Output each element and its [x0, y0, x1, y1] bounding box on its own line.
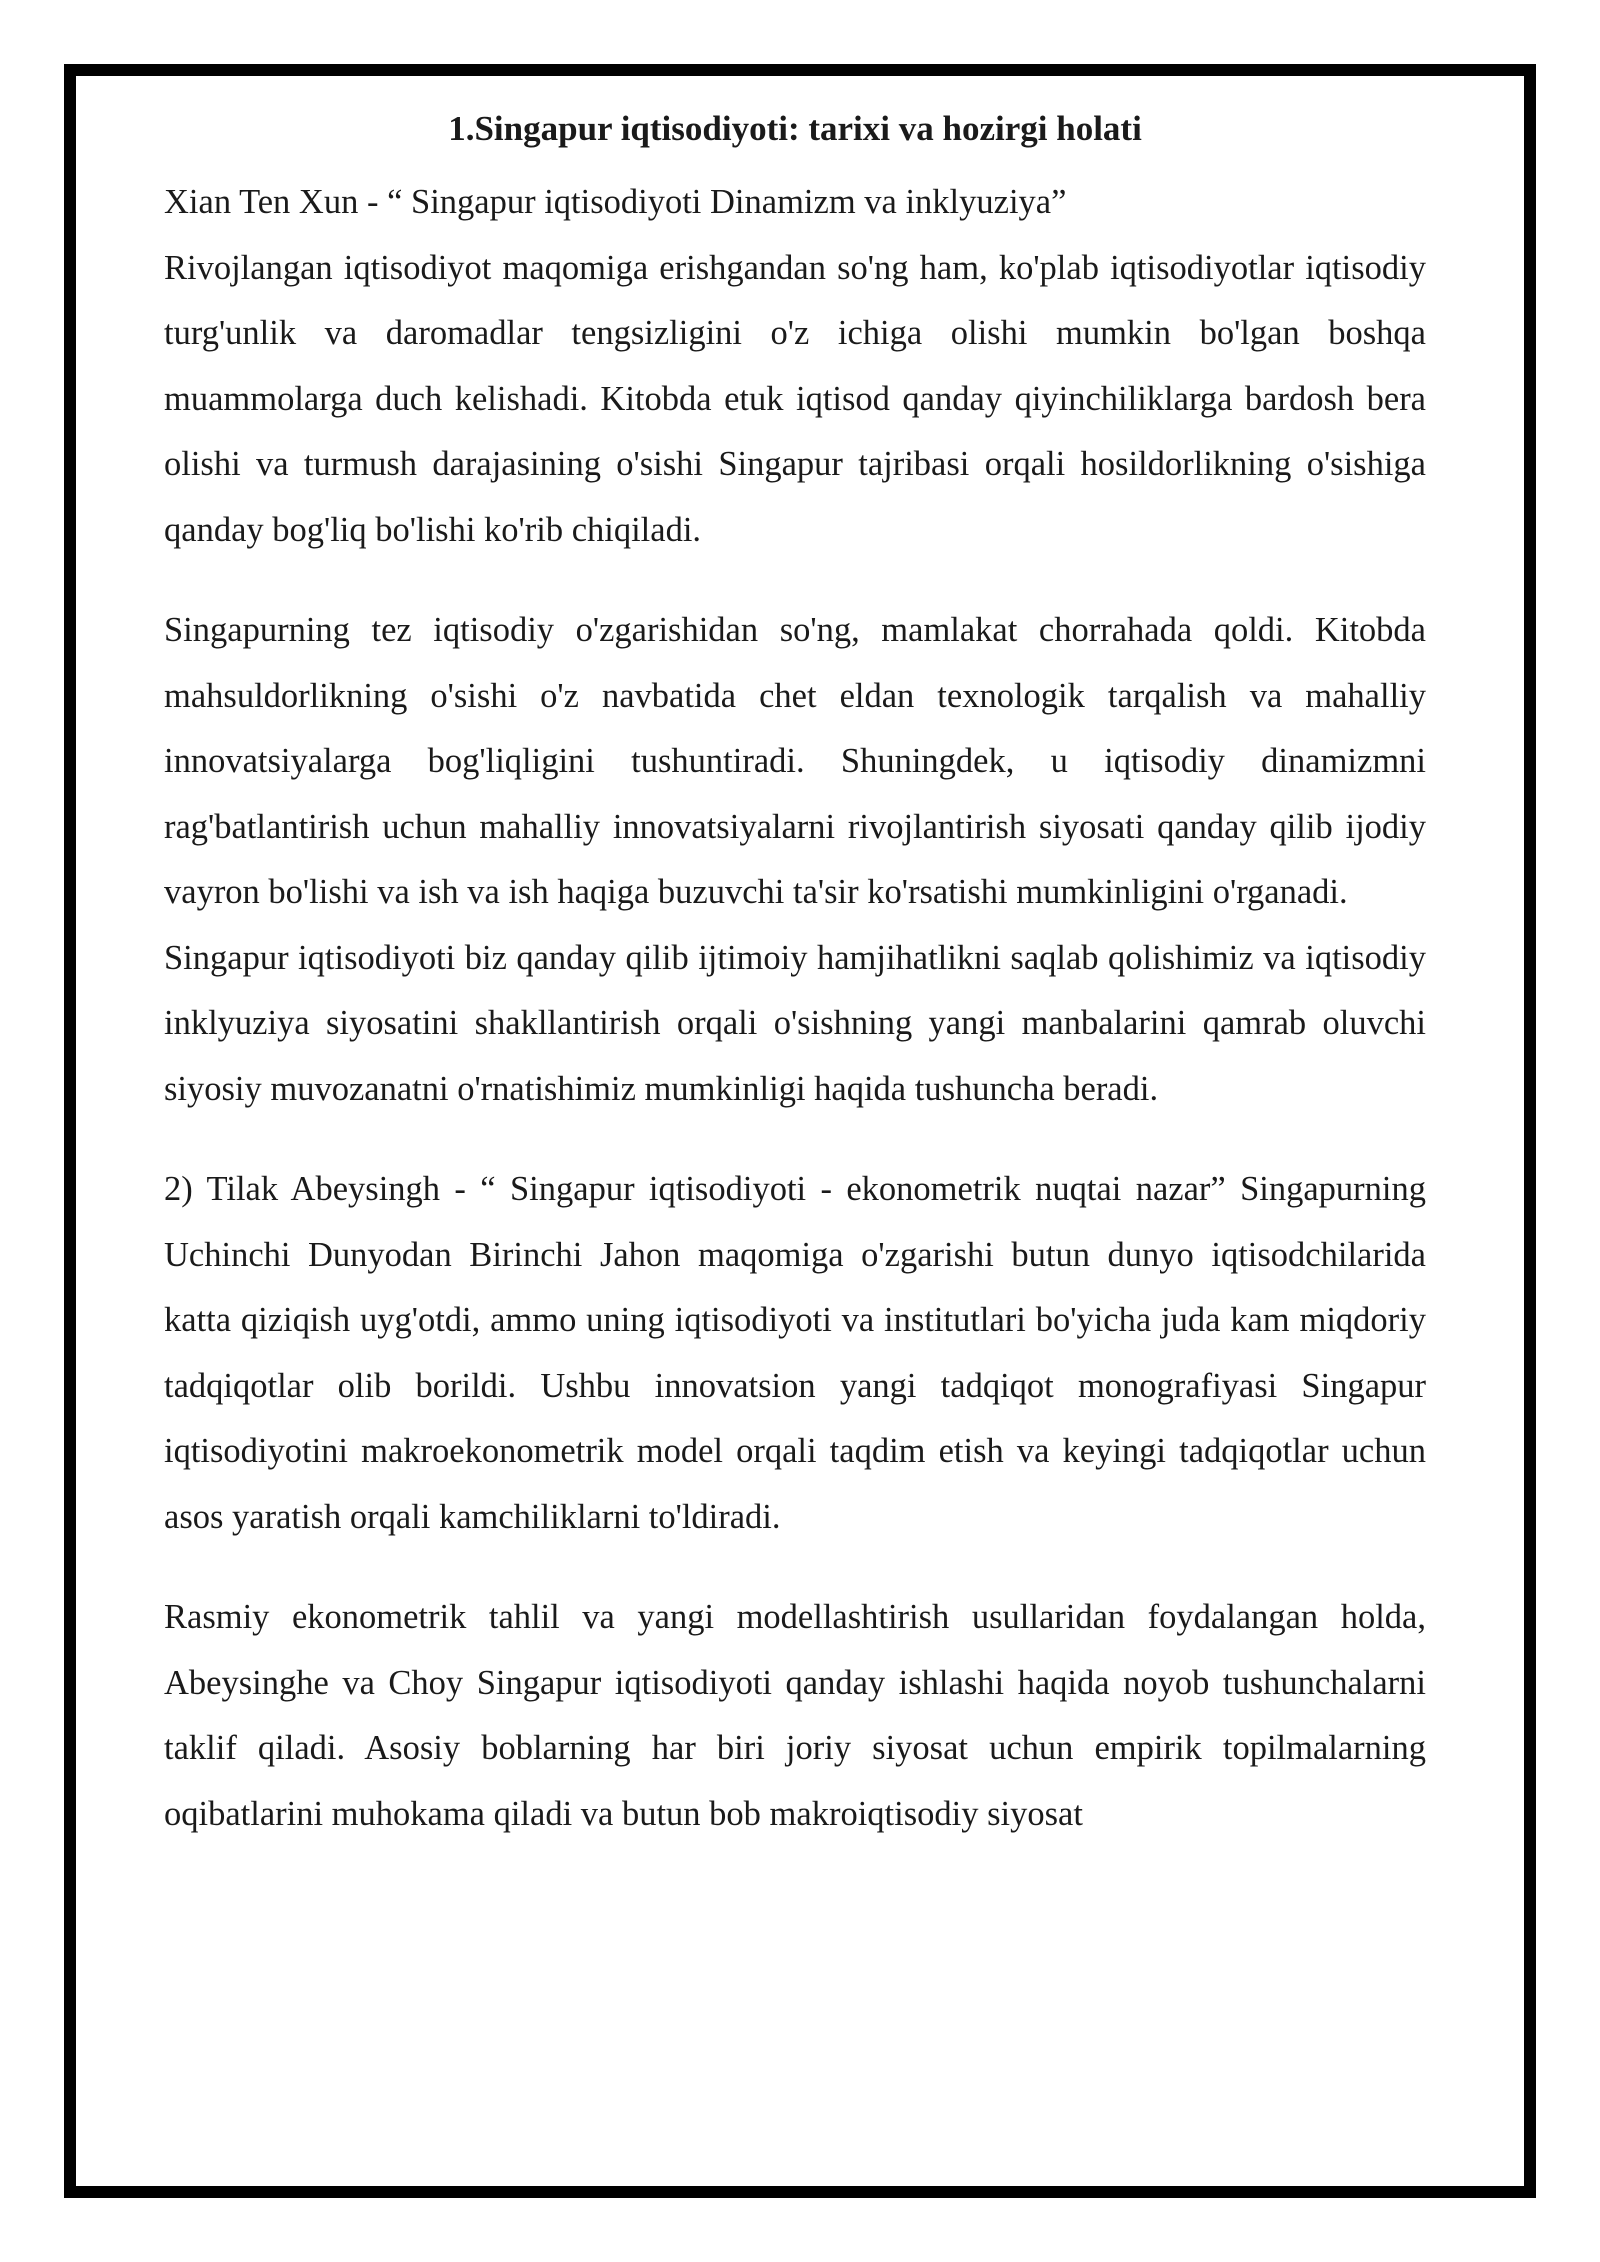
paragraph-3: Singapur iqtisodiyoti biz qanday qilib ijtimoiy hamjihatlikni saqlab qolishimiz va iqtisodiy inklyuziya siyosatini shakllantirish orqali o'sishning yangi manbalarini qamrab oluvchi siyosiy muvozanatni o'rnatishimiz mumkinligi haqida tushuncha beradi.: [164, 938, 1426, 1108]
document-title: 1.Singapur iqtisodiyoti: tarixi va hozirgi holati: [448, 109, 1142, 148]
paragraph-1: Rivojlangan iqtisodiyot maqomiga erishgandan so'ng ham, ko'plab iqtisodiyotlar iqtisodiy turg'unlik va daromadlar tengsizligini o'z ichiga olishi mumkin bo'lgan boshqa muammolarga duch kelishadi. Kitobda etuk iqtisod qanday qiyinchiliklarga bardosh bera olishi va turmush darajasining o'sishi Singapur tajribasi orqali hosildorlikning o'sishiga qanday bog'liq bo'lishi ko'rib chiqiladi.: [164, 248, 1426, 549]
document-body: [164, 88, 1426, 1847]
paragraph-5: Rasmiy ekonometrik tahlil va yangi modellashtirish usullaridan foydalangan holda, Abeysinghe va Choy Singapur iqtisodiyoti qanday ishlashi haqida noyob tushunchalarni taklif qiladi. Asosiy boblarning har biri joriy siyosat uchun empirik topilmalarning oqibatlarini muhokama qiladi va butun bob makroiqtisodiy siyosat: [164, 1598, 1426, 1833]
paragraph-2: Singapurning tez iqtisodiy o'zgarishidan so'ng, mamlakat chorrahada qoldi. Kitobda mahsuldorlikning o'sishi o'z navbatida chet eldan texnologik tarqalish va mahalliy innovatsiyalarga bog'liqligini tushuntiradi. Shuningdek, u iqtisodiy dinamizmni rag'batlantirish uchun mahalliy innovatsiyalarni rivojlantirish siyosati qanday qilib ijodiy vayron bo'lishi va ish va ish haqiga buzuvchi ta'sir ko'rsatishi mumkinligini o'rganadi.: [164, 611, 1426, 911]
paragraph-4: 2) Tilak Abeysingh - “ Singapur iqtisodiyoti - ekonometrik nuqtai nazar” Singapurning Uchinchi Dunyodan Birinchi Jahon maqomiga o'zgarishi butun dunyo iqtisodchilarida katta qiziqish uyg'otdi, ammo uning iqtisodiyoti va institutlari bo'yicha juda kam miqdoriy tadqiqotlar olib borildi. Ushbu innovatsion yangi tadqiqot monografiyasi Singapur iqtisodiyotini makroekonometrik model orqali taqdim etish va keyingi tadqiqotlar uchun asos yaratish orqali kamchiliklarni to'ldiradi.: [164, 1170, 1426, 1536]
book1-heading: Xian Ten Xun - “ Singapur iqtisodiyoti Dinamizm va inklyuziya”: [164, 183, 1067, 221]
